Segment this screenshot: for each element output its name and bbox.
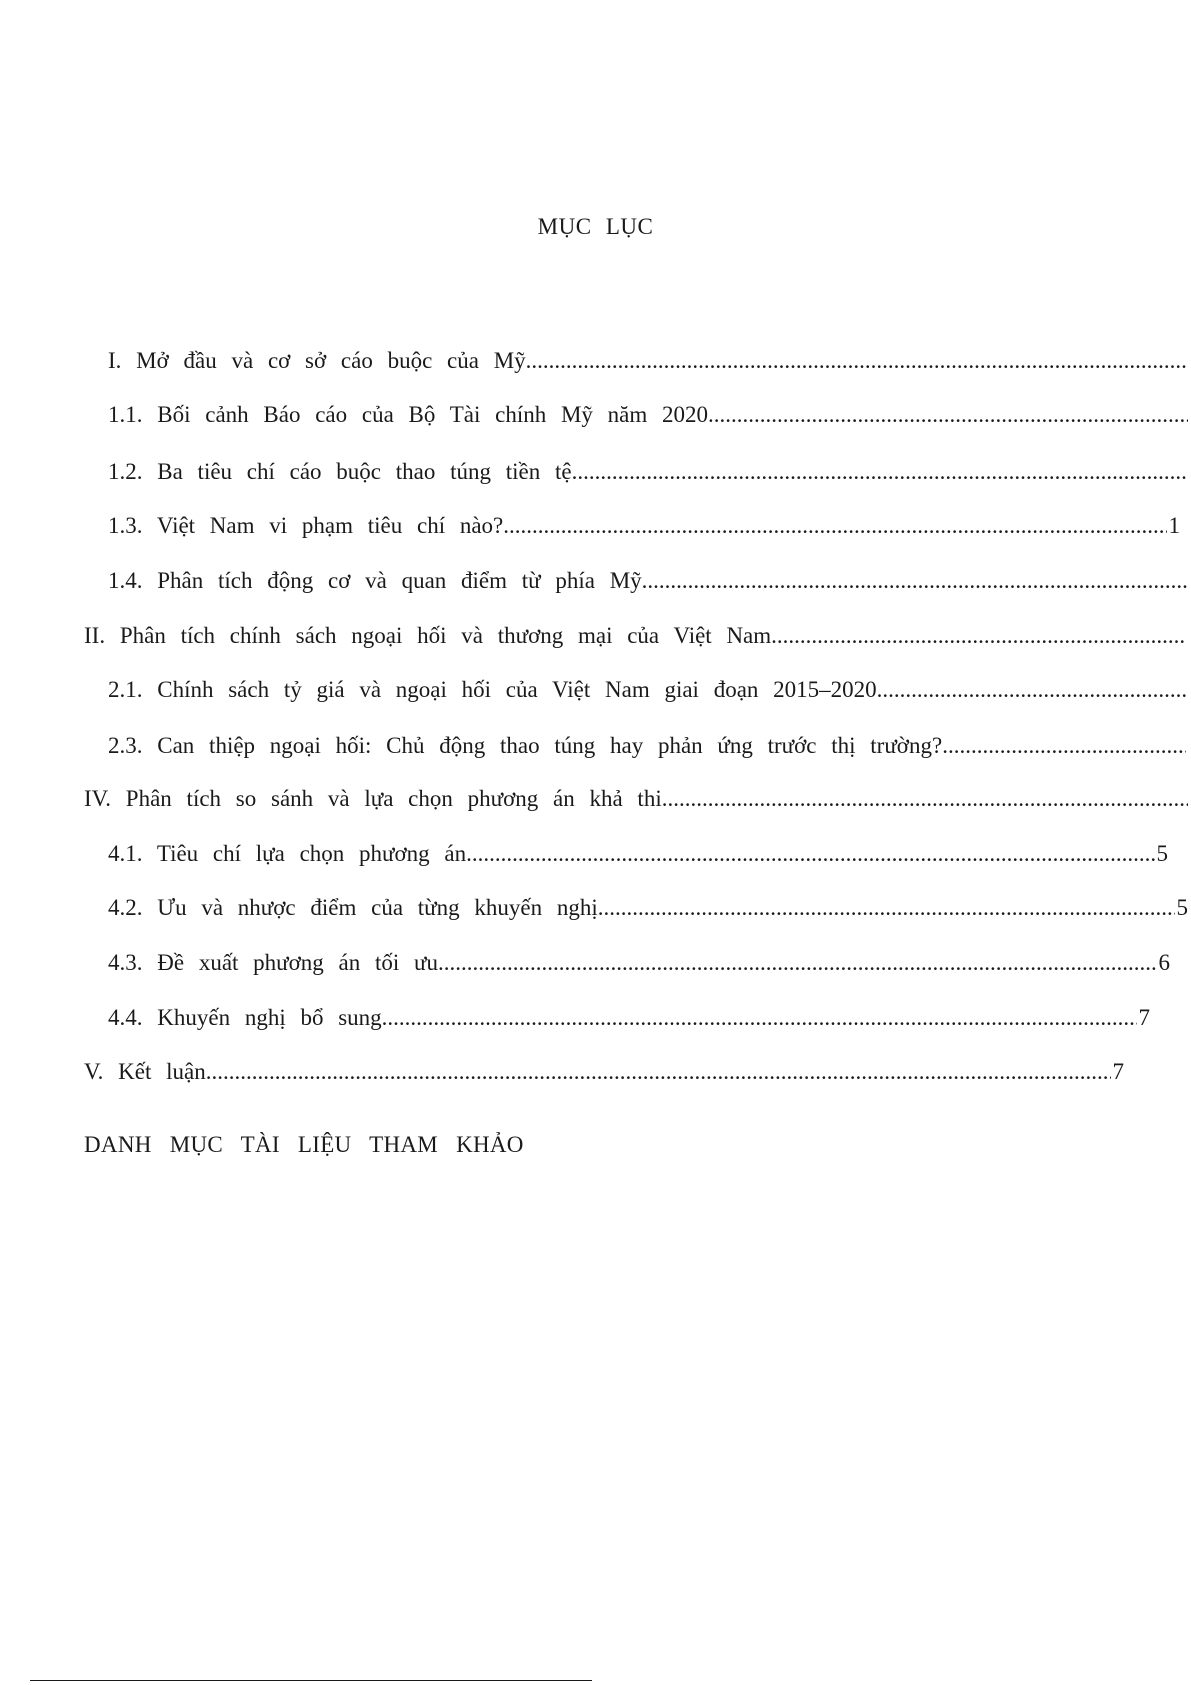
toc-entry[interactable] [84, 623, 1188, 653]
toc-entry[interactable] [108, 513, 1180, 543]
toc-dot-leader [771, 623, 1186, 649]
toc-dot-leader [438, 950, 1157, 976]
toc-entry-page: 1 [1168, 513, 1180, 538]
toc-entry[interactable] [108, 950, 1170, 980]
toc-entry[interactable] [108, 402, 1190, 432]
toc-entry-label: 4.3. Đề xuất phương án tối ưu [108, 950, 438, 975]
toc-entry-label: V. Kết luận [84, 1059, 206, 1084]
toc-dot-leader [642, 568, 1188, 594]
toc-dot-leader [598, 895, 1175, 921]
toc-entry-label: 1.2. Ba tiêu chí cáo buộc thao túng tiền tệ [108, 459, 572, 484]
toc-entry-page: 6 [1158, 950, 1170, 975]
toc-dot-leader [942, 733, 1186, 759]
toc-entry[interactable] [84, 786, 1190, 816]
toc-entry[interactable] [108, 733, 1188, 763]
toc-entry-label: 1.4. Phân tích động cơ và quan điểm từ phía Mỹ [108, 568, 642, 593]
toc-entry[interactable] [108, 1005, 1150, 1035]
toc-entry-label: 1.3. Việt Nam vi phạm tiêu chí nào? [108, 513, 504, 538]
toc-entry[interactable] [108, 459, 1190, 489]
toc-entry-label: 4.1. Tiêu chí lựa chọn phương án [108, 841, 467, 866]
toc-entry-page: 7 [1112, 1059, 1124, 1084]
toc-entry-page: 5 [1176, 895, 1188, 920]
toc-entry-label: 1.1. Bối cảnh Báo cáo của Bộ Tài chính Mỹ năm 2020 [108, 402, 709, 427]
toc-entry-label: 4.4. Khuyến nghị bổ sung [108, 1005, 382, 1030]
toc-dot-leader [382, 1005, 1137, 1031]
toc-entry-page: 5 [1156, 841, 1168, 866]
toc-dot-leader [877, 677, 1188, 703]
toc-dot-leader [526, 348, 1188, 374]
toc-entry[interactable] [108, 841, 1168, 871]
toc-entry-page: 7 [1138, 1005, 1150, 1030]
footnote-separator [30, 1680, 592, 1681]
page-title: MỤC LỤC [537, 214, 654, 239]
toc-entry[interactable] [108, 348, 1190, 378]
toc-entry-label: 4.2. Ưu và nhược điểm của từng khuyến nghị [108, 895, 598, 920]
toc-dot-leader [466, 841, 1154, 867]
toc-entry-label: 2.1. Chính sách tỷ giá và ngoại hối của Việt Nam giai đoạn 2015–2020 [108, 677, 877, 702]
toc-entry[interactable] [108, 568, 1190, 598]
toc-entry-label: I. Mở đầu và cơ sở cáo buộc của Mỹ [108, 348, 526, 373]
toc-dot-leader [503, 513, 1166, 539]
toc-dot-leader [662, 786, 1188, 812]
toc-entry[interactable] [84, 1059, 1124, 1089]
toc-entry-label: II. Phân tích chính sách ngoại hối và thương mại của Việt Nam [84, 623, 772, 648]
toc-entry[interactable] [108, 895, 1188, 925]
toc-dot-leader [708, 402, 1188, 428]
references-heading[interactable]: DANH MỤC TÀI LIỆU THAM KHẢO [84, 1132, 524, 1157]
toc-entry-label: 2.3. Can thiệp ngoại hối: Chủ động thao túng hay phản ứng trước thị trường? [108, 733, 943, 758]
toc-entry-label: IV. Phân tích so sánh và lựa chọn phương án khả thi [84, 786, 662, 811]
toc-dot-leader [572, 459, 1188, 485]
toc-dot-leader [206, 1059, 1111, 1085]
toc-entry[interactable] [108, 677, 1190, 707]
